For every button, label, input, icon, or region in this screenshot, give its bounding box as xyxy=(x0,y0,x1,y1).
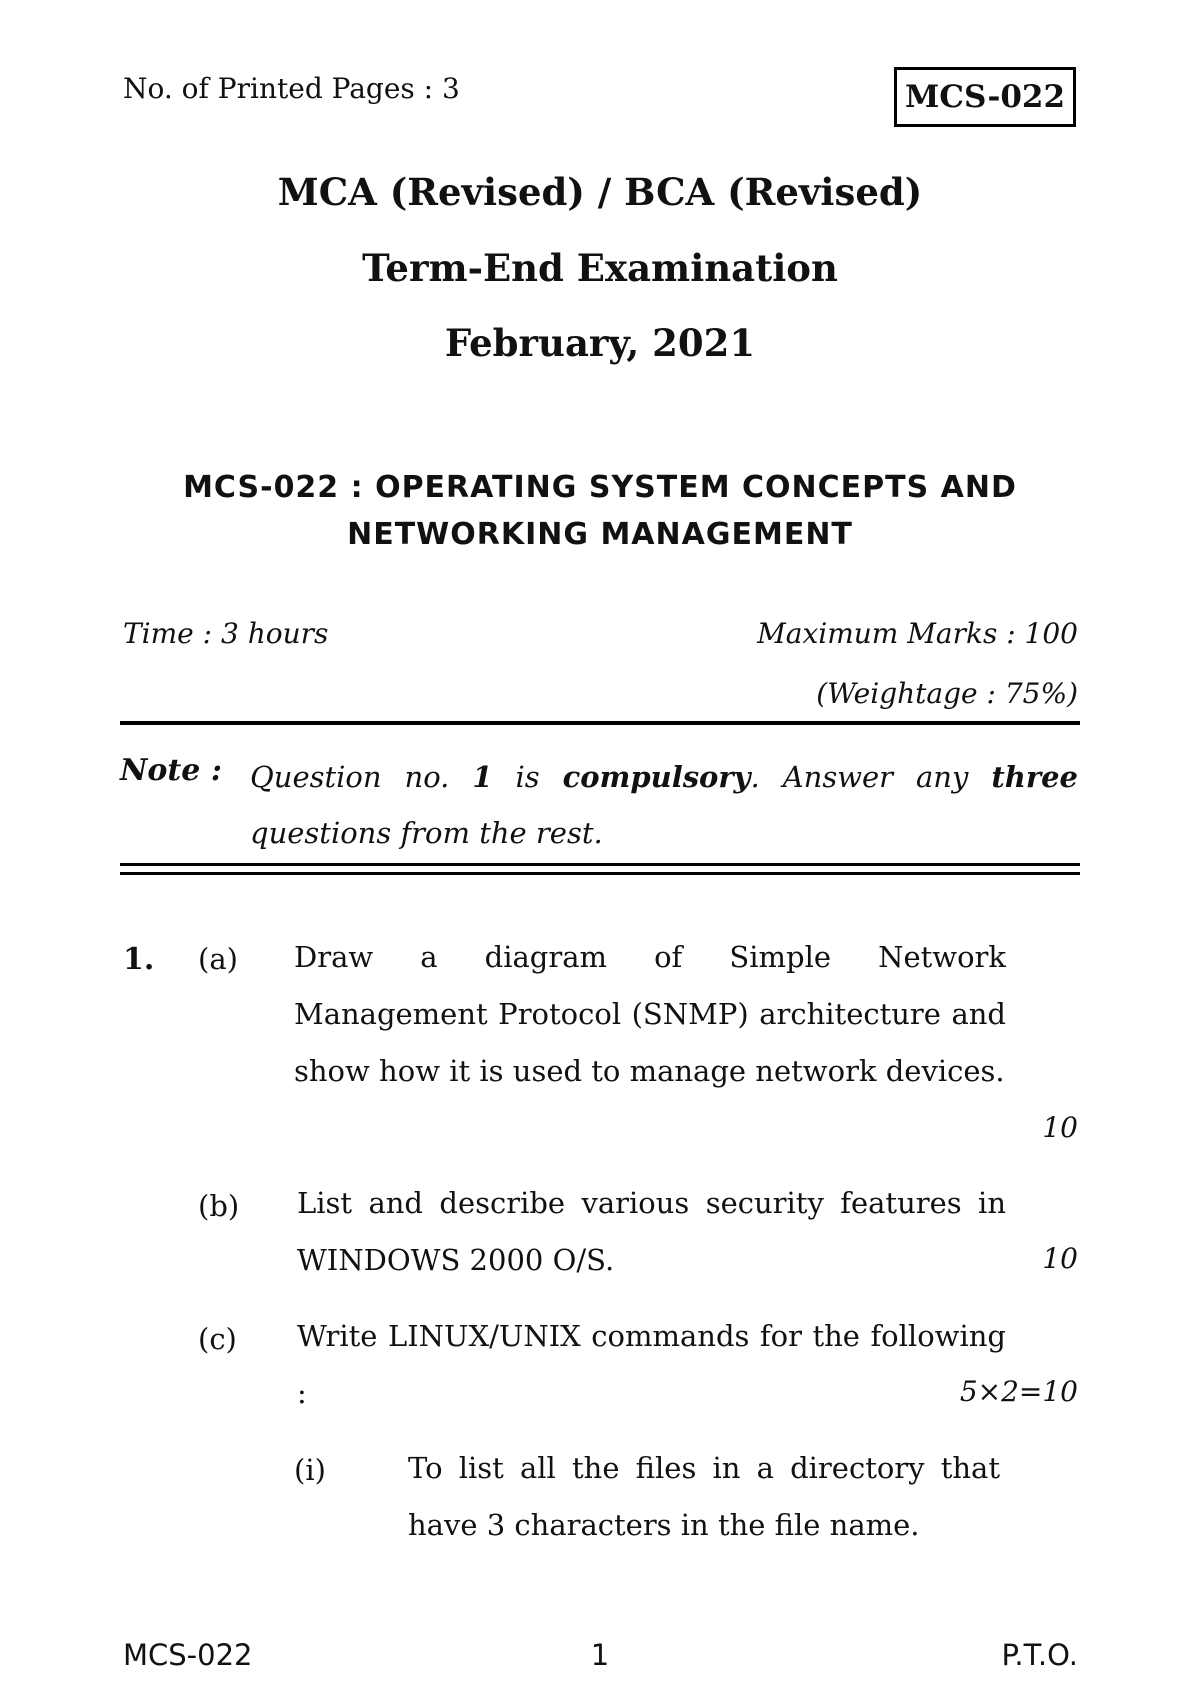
divider-top xyxy=(120,721,1080,725)
programme-title: MCA (Revised) / BCA (Revised) xyxy=(277,170,923,214)
exam-date: February, 2021 xyxy=(444,321,756,365)
footer-paper-code: MCS-022 xyxy=(123,1638,253,1672)
note-part-5: . Answer any xyxy=(750,760,969,794)
note-label: Note : xyxy=(120,753,222,788)
note-three: three xyxy=(991,760,1079,794)
question-1c-i-label: (i) xyxy=(294,1453,326,1487)
question-1a-label: (a) xyxy=(198,942,238,976)
paper-code: MCS-022 xyxy=(904,79,1066,115)
exam-title: Term-End Examination xyxy=(362,246,838,290)
weightage: (Weightage : 75%) xyxy=(816,677,1078,710)
divider-double-lower xyxy=(120,872,1080,875)
time-allowed: Time : 3 hours xyxy=(123,617,329,650)
note-text xyxy=(250,749,1078,861)
maximum-marks: Maximum Marks : 100 xyxy=(757,617,1078,650)
paper-code-box xyxy=(894,67,1076,127)
note-part-7: questions from the rest. xyxy=(250,816,603,850)
footer-pto: P.T.O. xyxy=(1001,1638,1078,1672)
course-title: MCS-022 : OPERATING SYSTEM CONCEPTS AND NETWORKING MANAGEMENT xyxy=(183,470,1017,552)
question-1b-text: List and describe various security features in WINDOWS 2000 O/S. xyxy=(297,1186,1006,1277)
question-1-number: 1. xyxy=(123,942,155,977)
question-1c-text: Write LINUX/UNIX commands for the following : xyxy=(297,1319,1006,1410)
divider-double-upper xyxy=(120,863,1080,866)
printed-pages-count: No. of Printed Pages : 3 xyxy=(123,72,460,105)
question-1c-label: (c) xyxy=(198,1322,237,1356)
question-1a-text: Draw a diagram of Simple Network Management Protocol (SNMP) architecture and show how it is used to manage network devices. xyxy=(294,940,1006,1088)
question-1b-label: (b) xyxy=(198,1189,240,1223)
note-part-1: Question no. xyxy=(250,760,450,794)
question-1b-marks: 10 xyxy=(1042,1242,1078,1275)
question-1c-i-text: To list all the files in a directory that have 3 characters in the file name. xyxy=(408,1451,1000,1542)
note-compulsory: compulsory xyxy=(562,760,751,794)
note-part-3: is xyxy=(515,760,540,794)
footer-page-number: 1 xyxy=(590,1638,610,1672)
question-1c-marks: 5×2=10 xyxy=(959,1375,1078,1408)
question-1a-marks: 10 xyxy=(1042,1111,1078,1144)
note-question-number: 1 xyxy=(472,760,493,794)
